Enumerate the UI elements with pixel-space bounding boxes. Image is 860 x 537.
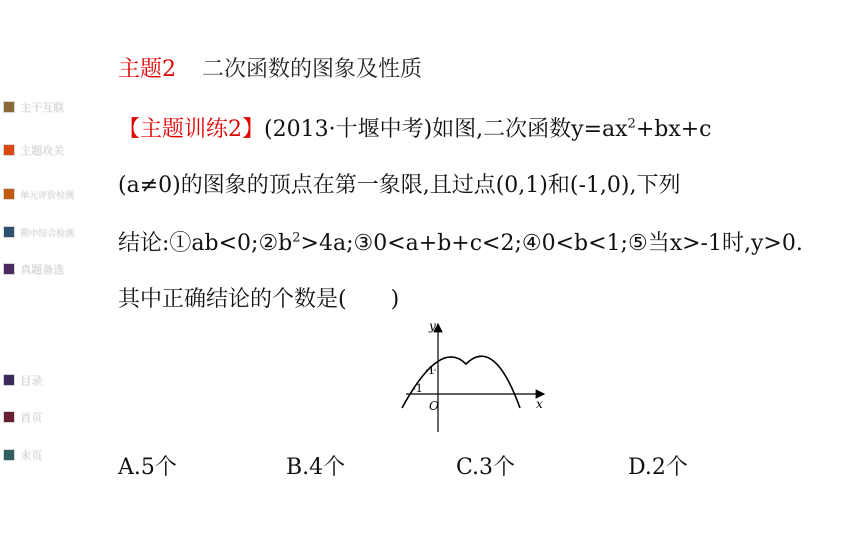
nav-label: 主题攻关 — [20, 144, 64, 157]
nav-item-midterm-test[interactable] — [4, 222, 74, 242]
nav-item-unit-test[interactable] — [4, 184, 74, 204]
nav-label: 主干互联 — [20, 101, 64, 114]
x-axis-label: x — [536, 397, 543, 411]
nav-square-icon — [4, 102, 14, 112]
nav-square-icon — [4, 375, 14, 385]
nav-item-main-link[interactable] — [4, 97, 64, 117]
nav-label: 末页 — [20, 449, 42, 462]
superscript: 2 — [627, 116, 636, 132]
nav-item-contents[interactable] — [4, 370, 42, 390]
problem-text-4: 其中正确结论的个数是( ) — [118, 287, 400, 312]
problem-tag: 【主题训练2】 — [118, 117, 264, 142]
problem-line-4 — [118, 282, 399, 313]
nav-item-topic-attack[interactable] — [4, 140, 64, 160]
nav-square-icon — [4, 264, 14, 274]
option-b[interactable]: B.4个 — [286, 455, 346, 480]
parabola-figure — [396, 318, 556, 436]
nav-square-icon — [4, 189, 14, 199]
option-d[interactable]: D.2个 — [628, 455, 688, 480]
nav-label: 首页 — [20, 411, 42, 424]
origin-label: O — [429, 399, 439, 413]
nav-label: 单元评价检测 — [20, 190, 75, 201]
page-title — [118, 52, 422, 83]
nav-item-first-page[interactable] — [4, 407, 42, 427]
problem-line-1 — [118, 112, 712, 143]
superscript: 2 — [292, 230, 301, 246]
problem-text-3a: 结论:①ab<0;②b — [118, 231, 293, 256]
title-text: 二次函数的图象及性质 — [202, 57, 423, 82]
nav-label: 目录 — [20, 374, 42, 387]
nav-square-icon — [4, 450, 14, 460]
y-tick-label: 1 — [428, 364, 435, 377]
problem-text-2: (a≠0)的图象的顶点在第一象限,且过点(0,1)和(-1,0),下列 — [118, 173, 681, 198]
x-tick-label: -1 — [412, 382, 423, 395]
nav-label: 期中综合检测 — [20, 228, 75, 239]
problem-text-1a: (2013·十堰中考)如图,二次函数y=ax — [264, 117, 628, 142]
nav-square-icon — [4, 412, 14, 422]
y-axis-label: y — [429, 319, 436, 333]
problem-line-2 — [118, 168, 680, 199]
problem-line-3 — [118, 226, 803, 257]
nav-square-icon — [4, 145, 14, 155]
nav-square-icon — [4, 227, 14, 237]
problem-text-1b: +bx+c — [635, 117, 712, 142]
option-c[interactable]: C.3个 — [456, 455, 516, 480]
nav-item-last-page[interactable] — [4, 445, 42, 465]
option-a[interactable]: A.5个 — [118, 455, 177, 480]
nav-label: 真题备选 — [20, 263, 64, 276]
nav-item-real-questions[interactable] — [4, 259, 64, 279]
title-prefix: 主题2 — [118, 57, 176, 82]
problem-text-3b: >4a;③0<a+b+c<2;④0<b<1;⑤当x>-1时,y>0. — [300, 231, 803, 256]
